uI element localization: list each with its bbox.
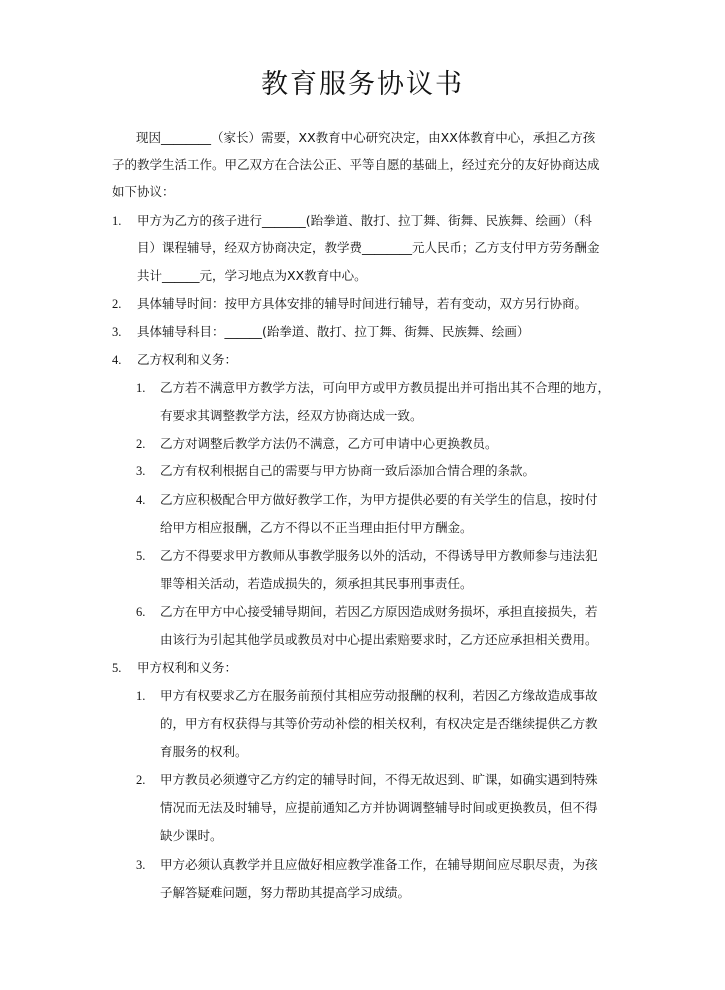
- subitem-number: 1.: [136, 689, 146, 703]
- intro-line: 如下协议：: [112, 184, 175, 199]
- item-heading: 甲方权利和义务：: [137, 660, 238, 675]
- subitem-line: 甲方必须认真教学并且应做好相应教学准备工作，在辅导期间应尽职尽责，为孩: [160, 857, 598, 872]
- subitem-line: 乙方若不满意甲方教学方法，可向甲方或甲方教员提出并可指出其不合理的地方，: [160, 380, 611, 395]
- subitem-number: 2.: [136, 437, 146, 451]
- subitem-line: 的，甲方有权获得与其等价劳动补偿的相关权利，有权决定是否继续提供乙方教: [160, 716, 598, 731]
- subitem-line: 乙方有权利根据自己的需要与甲方协商一致后添加合情合理的条款。: [160, 463, 536, 478]
- subitem-number: 5.: [136, 549, 146, 563]
- document-title: 教育服务协议书: [261, 69, 464, 100]
- intro-line: 子的教学生活工作。甲乙双方在合法公正、平等自愿的基础上，经过充分的友好协商达成: [112, 157, 600, 172]
- item-heading: 乙方权利和义务：: [137, 352, 238, 367]
- subitem-number: 3.: [136, 464, 146, 478]
- subitem-number: 3.: [136, 858, 146, 872]
- item-number: 5.: [112, 661, 122, 675]
- subitem-number: 6.: [136, 605, 146, 619]
- subitem-line: 子解答疑难问题，努力帮助其提高学习成绩。: [160, 885, 411, 900]
- subitem-line: 乙方应积极配合甲方做好教学工作，为甲方提供必要的有关学生的信息，按时付: [160, 492, 598, 507]
- item-line: 具体辅导时间：按甲方具体安排的辅导时间进行辅导，若有变动，双方另行协商。: [137, 296, 588, 311]
- subitem-line: 甲方教员必须遵守乙方约定的辅导时间，不得无故迟到、旷课，如确实遇到特殊: [160, 772, 598, 787]
- subitem-number: 4.: [136, 493, 146, 507]
- subitem-line: 有要求其调整教学方法，经双方协商达成一致。: [160, 408, 423, 423]
- subitem-line: 乙方不得要求甲方教师从事教学服务以外的活动，不得诱导甲方教师参与违法犯: [160, 548, 598, 563]
- subitem-line: 甲方有权要求乙方在服务前预付其相应劳动报酬的权利，若因乙方缘故造成事故: [160, 688, 598, 703]
- subitem-line: 缺少课时。: [160, 828, 223, 843]
- item-number: 4.: [112, 353, 122, 367]
- subitem-number: 1.: [136, 381, 146, 395]
- subitem-number: 2.: [136, 773, 146, 787]
- item-number: 3.: [112, 325, 122, 339]
- subitem-line: 罪等相关活动，若造成损失的，须承担其民事刑事责任。: [160, 576, 473, 591]
- item-number: 2.: [112, 297, 122, 311]
- item-line: 甲方为乙方的孩子进行_______(跆拳道、散打、拉丁舞、街舞、民族舞、绘画）（科: [137, 213, 592, 228]
- item-number: 1.: [112, 214, 122, 228]
- item-line: 目）课程辅导，经双方协商决定，教学费________元人民币；乙方支付甲方劳务酬金: [137, 240, 600, 255]
- item-line: 具体辅导科目：______(跆拳道、散打、拉丁舞、街舞、民族舞、绘画）: [137, 324, 530, 339]
- subitem-line: 育服务的权利。: [160, 744, 248, 759]
- item-line: 共计______元，学习地点为XX教育中心。: [137, 268, 367, 283]
- subitem-line: 情况而无法及时辅导，应提前通知乙方并协调调整辅导时间或更换教员，但不得: [160, 800, 598, 815]
- subitem-line: 乙方对调整后教学方法仍不满意，乙方可申请中心更换教员。: [160, 436, 498, 451]
- intro-line: 现因________（家长）需要，XX教育中心研究决定，由XX体教育中心，承担乙方孩: [136, 130, 596, 145]
- subitem-line: 给甲方相应报酬，乙方不得以不正当理由拒付甲方酬金。: [160, 520, 473, 535]
- subitem-line: 由该行为引起其他学员或教员对中心提出索赔要求时，乙方还应承担相关费用。: [160, 632, 598, 647]
- subitem-line: 乙方在甲方中心接受辅导期间，若因乙方原因造成财务损坏，承担直接损失，若: [160, 604, 598, 619]
